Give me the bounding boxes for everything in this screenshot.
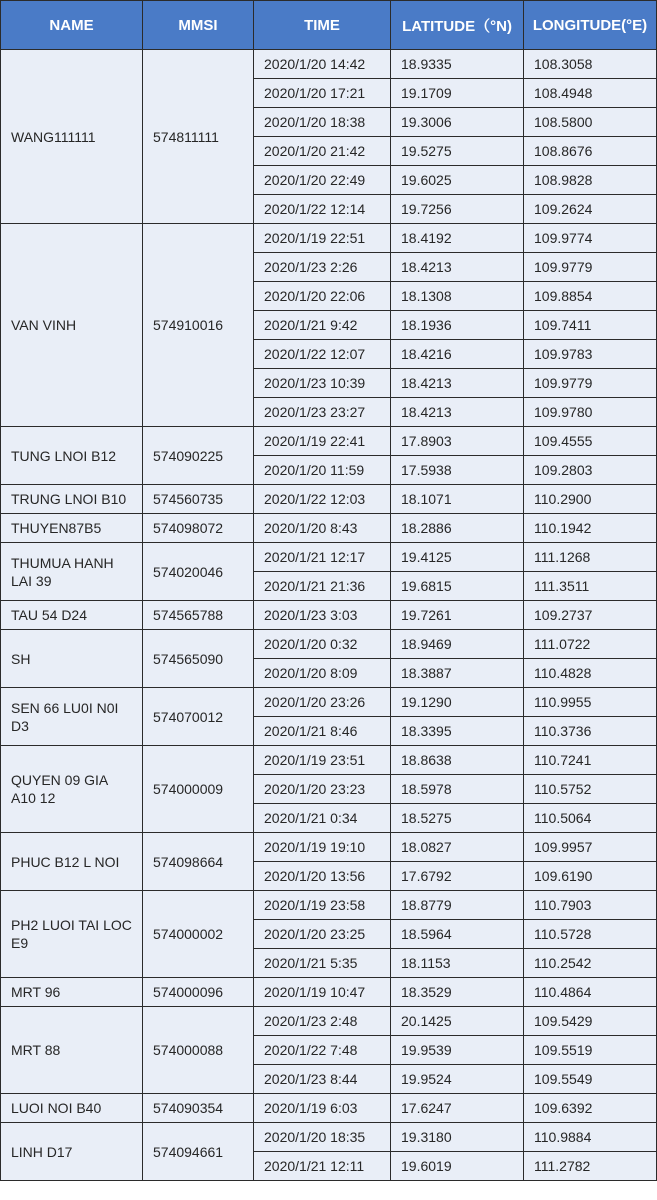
- longitude-cell: 109.6392: [524, 1094, 657, 1123]
- vessel-mmsi-cell: 574565090: [143, 630, 254, 688]
- latitude-cell: 18.5275: [391, 804, 524, 833]
- time-cell: 2020/1/20 22:49: [254, 166, 391, 195]
- latitude-cell: 19.4125: [391, 543, 524, 572]
- longitude-cell: 109.5519: [524, 1036, 657, 1065]
- vessel-mmsi-cell: 574090225: [143, 427, 254, 485]
- table-row: [1, 688, 657, 717]
- time-cell: 2020/1/21 12:11: [254, 1152, 391, 1181]
- time-cell: 2020/1/19 19:10: [254, 833, 391, 862]
- latitude-cell: 18.9469: [391, 630, 524, 659]
- header-name: NAME: [1, 1, 143, 50]
- latitude-cell: 17.6247: [391, 1094, 524, 1123]
- longitude-cell: 109.9783: [524, 340, 657, 369]
- vessel-mmsi-cell: 574000088: [143, 1007, 254, 1094]
- latitude-cell: 19.5275: [391, 137, 524, 166]
- latitude-cell: 19.6019: [391, 1152, 524, 1181]
- latitude-cell: 19.6025: [391, 166, 524, 195]
- latitude-cell: 18.4213: [391, 398, 524, 427]
- vessel-name-cell: TRUNG LNOI B10: [1, 485, 143, 514]
- longitude-cell: 110.9955: [524, 688, 657, 717]
- time-cell: 2020/1/21 8:46: [254, 717, 391, 746]
- vessel-mmsi-cell: 574000002: [143, 891, 254, 978]
- table-row: [1, 833, 657, 862]
- time-cell: 2020/1/21 0:34: [254, 804, 391, 833]
- time-cell: 2020/1/19 22:51: [254, 224, 391, 253]
- vessel-mmsi-cell: 574000096: [143, 978, 254, 1007]
- table-row: [1, 485, 657, 514]
- latitude-cell: 18.4213: [391, 369, 524, 398]
- longitude-cell: 110.5064: [524, 804, 657, 833]
- time-cell: 2020/1/20 22:06: [254, 282, 391, 311]
- longitude-cell: 111.2782: [524, 1152, 657, 1181]
- vessel-mmsi-cell: 574098072: [143, 514, 254, 543]
- table-body: [1, 50, 657, 1181]
- time-cell: 2020/1/22 12:14: [254, 195, 391, 224]
- time-cell: 2020/1/20 18:35: [254, 1123, 391, 1152]
- vessel-mmsi-cell: 574070012: [143, 688, 254, 746]
- latitude-cell: 18.4192: [391, 224, 524, 253]
- latitude-cell: 19.1290: [391, 688, 524, 717]
- time-cell: 2020/1/20 11:59: [254, 456, 391, 485]
- time-cell: 2020/1/21 21:36: [254, 572, 391, 601]
- longitude-cell: 110.7241: [524, 746, 657, 775]
- table-row: [1, 1007, 657, 1036]
- longitude-cell: 109.5429: [524, 1007, 657, 1036]
- longitude-cell: 109.9779: [524, 253, 657, 282]
- time-cell: 2020/1/20 0:32: [254, 630, 391, 659]
- longitude-cell: 111.0722: [524, 630, 657, 659]
- longitude-cell: 109.7411: [524, 311, 657, 340]
- latitude-cell: 19.6815: [391, 572, 524, 601]
- latitude-cell: 19.9524: [391, 1065, 524, 1094]
- vessel-name-cell: WANG111111: [1, 50, 143, 224]
- longitude-cell: 110.5752: [524, 775, 657, 804]
- time-cell: 2020/1/19 22:41: [254, 427, 391, 456]
- time-cell: 2020/1/19 23:58: [254, 891, 391, 920]
- vessel-mmsi-cell: 574094661: [143, 1123, 254, 1181]
- latitude-cell: 19.7261: [391, 601, 524, 630]
- longitude-cell: 110.9884: [524, 1123, 657, 1152]
- time-cell: 2020/1/23 2:48: [254, 1007, 391, 1036]
- vessel-mmsi-cell: 574000009: [143, 746, 254, 833]
- vessel-mmsi-cell: 574560735: [143, 485, 254, 514]
- table-row: [1, 601, 657, 630]
- vessel-name-cell: TUNG LNOI B12: [1, 427, 143, 485]
- header-latitude: LATITUDE（°N): [391, 1, 524, 50]
- time-cell: 2020/1/23 10:39: [254, 369, 391, 398]
- longitude-cell: 109.2803: [524, 456, 657, 485]
- table-row: [1, 630, 657, 659]
- longitude-cell: 110.4828: [524, 659, 657, 688]
- longitude-cell: 110.3736: [524, 717, 657, 746]
- longitude-cell: 110.7903: [524, 891, 657, 920]
- longitude-cell: 110.1942: [524, 514, 657, 543]
- vessel-name-cell: MRT 88: [1, 1007, 143, 1094]
- vessel-name-cell: PHUC B12 L NOI: [1, 833, 143, 891]
- header-longitude: LONGITUDE(°E): [524, 1, 657, 50]
- time-cell: 2020/1/19 23:51: [254, 746, 391, 775]
- table-row: [1, 1094, 657, 1123]
- longitude-cell: 108.4948: [524, 79, 657, 108]
- time-cell: 2020/1/20 13:56: [254, 862, 391, 891]
- latitude-cell: 18.4216: [391, 340, 524, 369]
- latitude-cell: 18.5978: [391, 775, 524, 804]
- header-row: [1, 1, 657, 50]
- vessel-mmsi-cell: 574811111: [143, 50, 254, 224]
- latitude-cell: 20.1425: [391, 1007, 524, 1036]
- table-row: [1, 224, 657, 253]
- vessel-name-cell: SH: [1, 630, 143, 688]
- longitude-cell: 109.4555: [524, 427, 657, 456]
- vessel-mmsi-cell: 574020046: [143, 543, 254, 601]
- time-cell: 2020/1/22 12:07: [254, 340, 391, 369]
- latitude-cell: 19.9539: [391, 1036, 524, 1065]
- time-cell: 2020/1/23 23:27: [254, 398, 391, 427]
- longitude-cell: 109.9779: [524, 369, 657, 398]
- latitude-cell: 18.2886: [391, 514, 524, 543]
- longitude-cell: 110.4864: [524, 978, 657, 1007]
- time-cell: 2020/1/20 23:26: [254, 688, 391, 717]
- latitude-cell: 18.3887: [391, 659, 524, 688]
- vessel-mmsi-cell: 574565788: [143, 601, 254, 630]
- longitude-cell: 111.1268: [524, 543, 657, 572]
- time-cell: 2020/1/20 21:42: [254, 137, 391, 166]
- vessel-name-cell: PH2 LUOI TAI LOC E9: [1, 891, 143, 978]
- time-cell: 2020/1/20 18:38: [254, 108, 391, 137]
- longitude-cell: 109.2624: [524, 195, 657, 224]
- latitude-cell: 19.3006: [391, 108, 524, 137]
- latitude-cell: 19.1709: [391, 79, 524, 108]
- vessel-name-cell: QUYEN 09 GIA A10 12: [1, 746, 143, 833]
- table-row: [1, 891, 657, 920]
- table-row: [1, 1123, 657, 1152]
- longitude-cell: 109.9957: [524, 833, 657, 862]
- table-row: [1, 543, 657, 572]
- latitude-cell: 18.9335: [391, 50, 524, 79]
- longitude-cell: 108.5800: [524, 108, 657, 137]
- time-cell: 2020/1/21 12:17: [254, 543, 391, 572]
- time-cell: 2020/1/22 12:03: [254, 485, 391, 514]
- vessel-mmsi-cell: 574910016: [143, 224, 254, 427]
- latitude-cell: 19.3180: [391, 1123, 524, 1152]
- vessel-mmsi-cell: 574098664: [143, 833, 254, 891]
- longitude-cell: 109.2737: [524, 601, 657, 630]
- latitude-cell: 18.8638: [391, 746, 524, 775]
- latitude-cell: 17.8903: [391, 427, 524, 456]
- time-cell: 2020/1/20 23:25: [254, 920, 391, 949]
- latitude-cell: 17.5938: [391, 456, 524, 485]
- longitude-cell: 109.9774: [524, 224, 657, 253]
- latitude-cell: 18.5964: [391, 920, 524, 949]
- table-row: [1, 978, 657, 1007]
- table-row: [1, 746, 657, 775]
- time-cell: 2020/1/20 8:09: [254, 659, 391, 688]
- header-time: TIME: [254, 1, 391, 50]
- time-cell: 2020/1/23 3:03: [254, 601, 391, 630]
- longitude-cell: 109.8854: [524, 282, 657, 311]
- latitude-cell: 19.7256: [391, 195, 524, 224]
- vessel-name-cell: MRT 96: [1, 978, 143, 1007]
- time-cell: 2020/1/20 17:21: [254, 79, 391, 108]
- time-cell: 2020/1/19 6:03: [254, 1094, 391, 1123]
- time-cell: 2020/1/20 14:42: [254, 50, 391, 79]
- vessel-mmsi-cell: 574090354: [143, 1094, 254, 1123]
- time-cell: 2020/1/20 8:43: [254, 514, 391, 543]
- longitude-cell: 110.5728: [524, 920, 657, 949]
- time-cell: 2020/1/21 5:35: [254, 949, 391, 978]
- latitude-cell: 17.6792: [391, 862, 524, 891]
- vessel-name-cell: THUMUA HANH LAI 39: [1, 543, 143, 601]
- latitude-cell: 18.3529: [391, 978, 524, 1007]
- table-row: [1, 427, 657, 456]
- vessel-name-cell: LUOI NOI B40: [1, 1094, 143, 1123]
- longitude-cell: 110.2542: [524, 949, 657, 978]
- vessel-name-cell: SEN 66 LU0I N0I D3: [1, 688, 143, 746]
- time-cell: 2020/1/23 8:44: [254, 1065, 391, 1094]
- longitude-cell: 110.2900: [524, 485, 657, 514]
- vessel-name-cell: VAN VINH: [1, 224, 143, 427]
- longitude-cell: 108.9828: [524, 166, 657, 195]
- latitude-cell: 18.1936: [391, 311, 524, 340]
- latitude-cell: 18.0827: [391, 833, 524, 862]
- time-cell: 2020/1/23 2:26: [254, 253, 391, 282]
- header-mmsi: MMSI: [143, 1, 254, 50]
- latitude-cell: 18.1153: [391, 949, 524, 978]
- latitude-cell: 18.4213: [391, 253, 524, 282]
- longitude-cell: 108.8676: [524, 137, 657, 166]
- vessel-name-cell: TAU 54 D24: [1, 601, 143, 630]
- time-cell: 2020/1/19 10:47: [254, 978, 391, 1007]
- time-cell: 2020/1/20 23:23: [254, 775, 391, 804]
- time-cell: 2020/1/21 9:42: [254, 311, 391, 340]
- table-row: [1, 50, 657, 79]
- longitude-cell: 108.3058: [524, 50, 657, 79]
- time-cell: 2020/1/22 7:48: [254, 1036, 391, 1065]
- latitude-cell: 18.3395: [391, 717, 524, 746]
- longitude-cell: 109.9780: [524, 398, 657, 427]
- vessel-name-cell: THUYEN87B5: [1, 514, 143, 543]
- vessel-name-cell: LINH D17: [1, 1123, 143, 1181]
- longitude-cell: 109.5549: [524, 1065, 657, 1094]
- latitude-cell: 18.1308: [391, 282, 524, 311]
- longitude-cell: 111.3511: [524, 572, 657, 601]
- table-row: [1, 514, 657, 543]
- latitude-cell: 18.1071: [391, 485, 524, 514]
- latitude-cell: 18.8779: [391, 891, 524, 920]
- longitude-cell: 109.6190: [524, 862, 657, 891]
